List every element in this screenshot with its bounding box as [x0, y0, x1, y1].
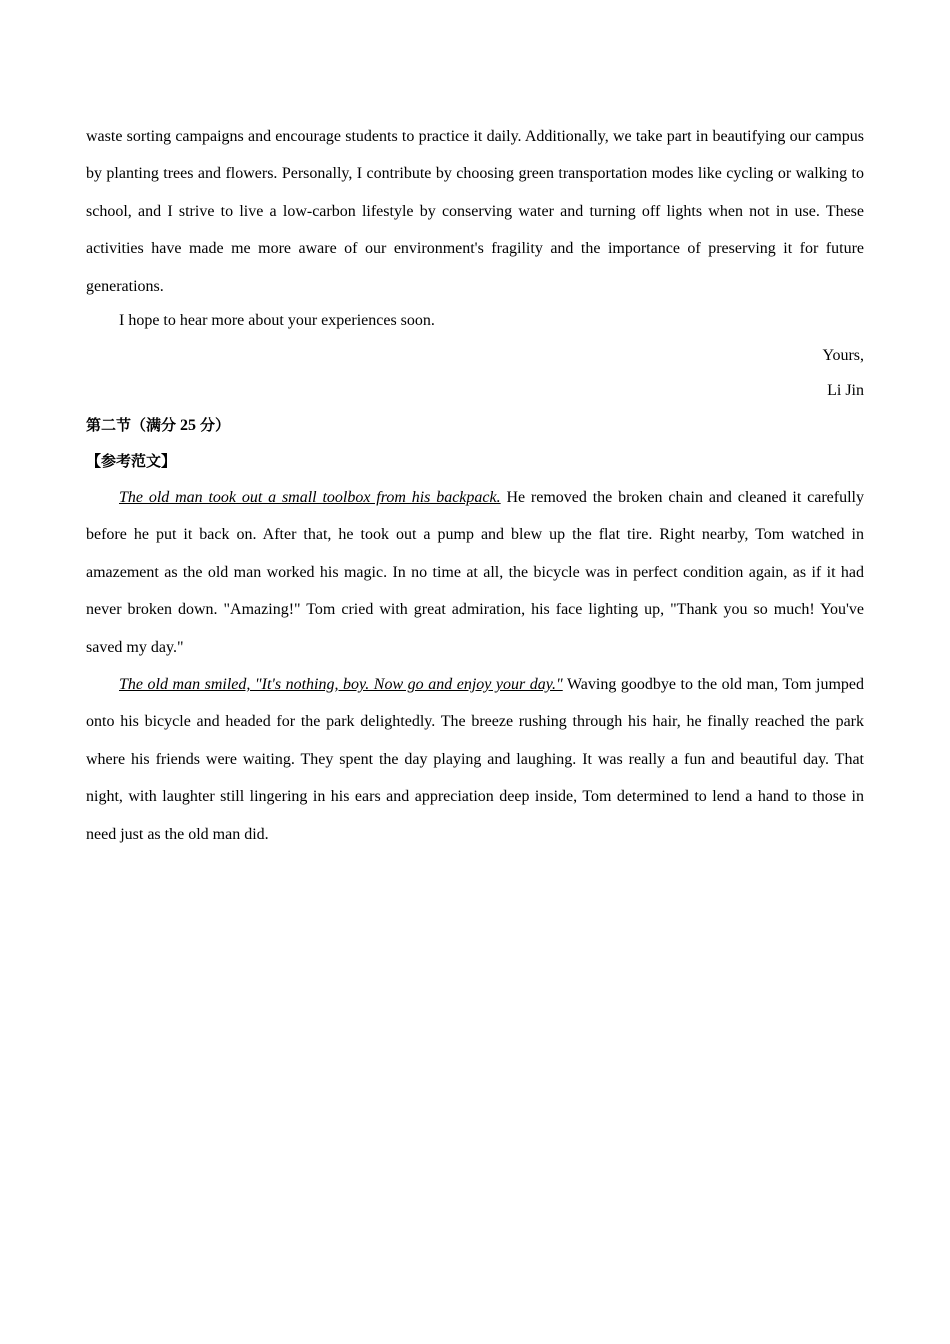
essay-paragraph-1 — [86, 479, 864, 666]
section-title-score: 25 — [176, 417, 201, 435]
letter-closing-line: I hope to hear more about your experiences soon. — [119, 312, 435, 330]
letter-signature: Li Jin — [827, 381, 864, 399]
letter-body-paragraph: waste sorting campaigns and encourage students to practice it daily. Additionally, we take part in beautifying our campus by planting trees and flowers. Personally, I contribute by choosing green transportation modes like cycling or walking to school, and I strive to live a low-carbon lifestyle by conserving water and turning off lights when not in use. These activities have made me more aware of our environment's fragility and the importance of preserving it for future generations. — [86, 128, 864, 295]
essay-paragraph-2 — [86, 666, 864, 853]
section-title-prefix: 第二节（满分 — [86, 416, 177, 435]
letter-sign-off: Yours, — [822, 346, 864, 364]
essay-paragraph-2-body: Waving goodbye to the old man, Tom jumped onto his bicycle and headed for the park delightedly. The breeze rushing through his hair, he finally reached the park where his friends were waiting. They spent the day playing and laughing. It was really a fun and beautiful day. That night, with laughter still lingering in his ears and appreciation deep inside, Tom determined to lend a hand to those in need just as the old man did. — [86, 676, 865, 843]
essay-paragraph-1-lead: The old man took out a small toolbox from his backpack. — [119, 489, 501, 507]
section-title-suffix: 分） — [200, 416, 231, 435]
sample-essay-label: 【参考范文】 — [86, 452, 177, 471]
essay-paragraph-2-lead: The old man smiled, "It's nothing, boy. Now go and enjoy your day." — [119, 676, 563, 694]
essay-paragraph-1-body: He removed the broken chain and cleaned it carefully before he put it back on. After that, he took out a pump and blew up the flat tire. Right nearby, Tom watched in amazement as the old man worked his magic. In no time at all, the bicycle was in perfect condition again, as if it had never broken down. "Amazing!" Tom cried with great admiration, his face lighting up, "Thank you so much! You've saved my day." — [86, 489, 865, 656]
document-page — [86, 118, 864, 853]
section-two-title — [86, 408, 864, 444]
